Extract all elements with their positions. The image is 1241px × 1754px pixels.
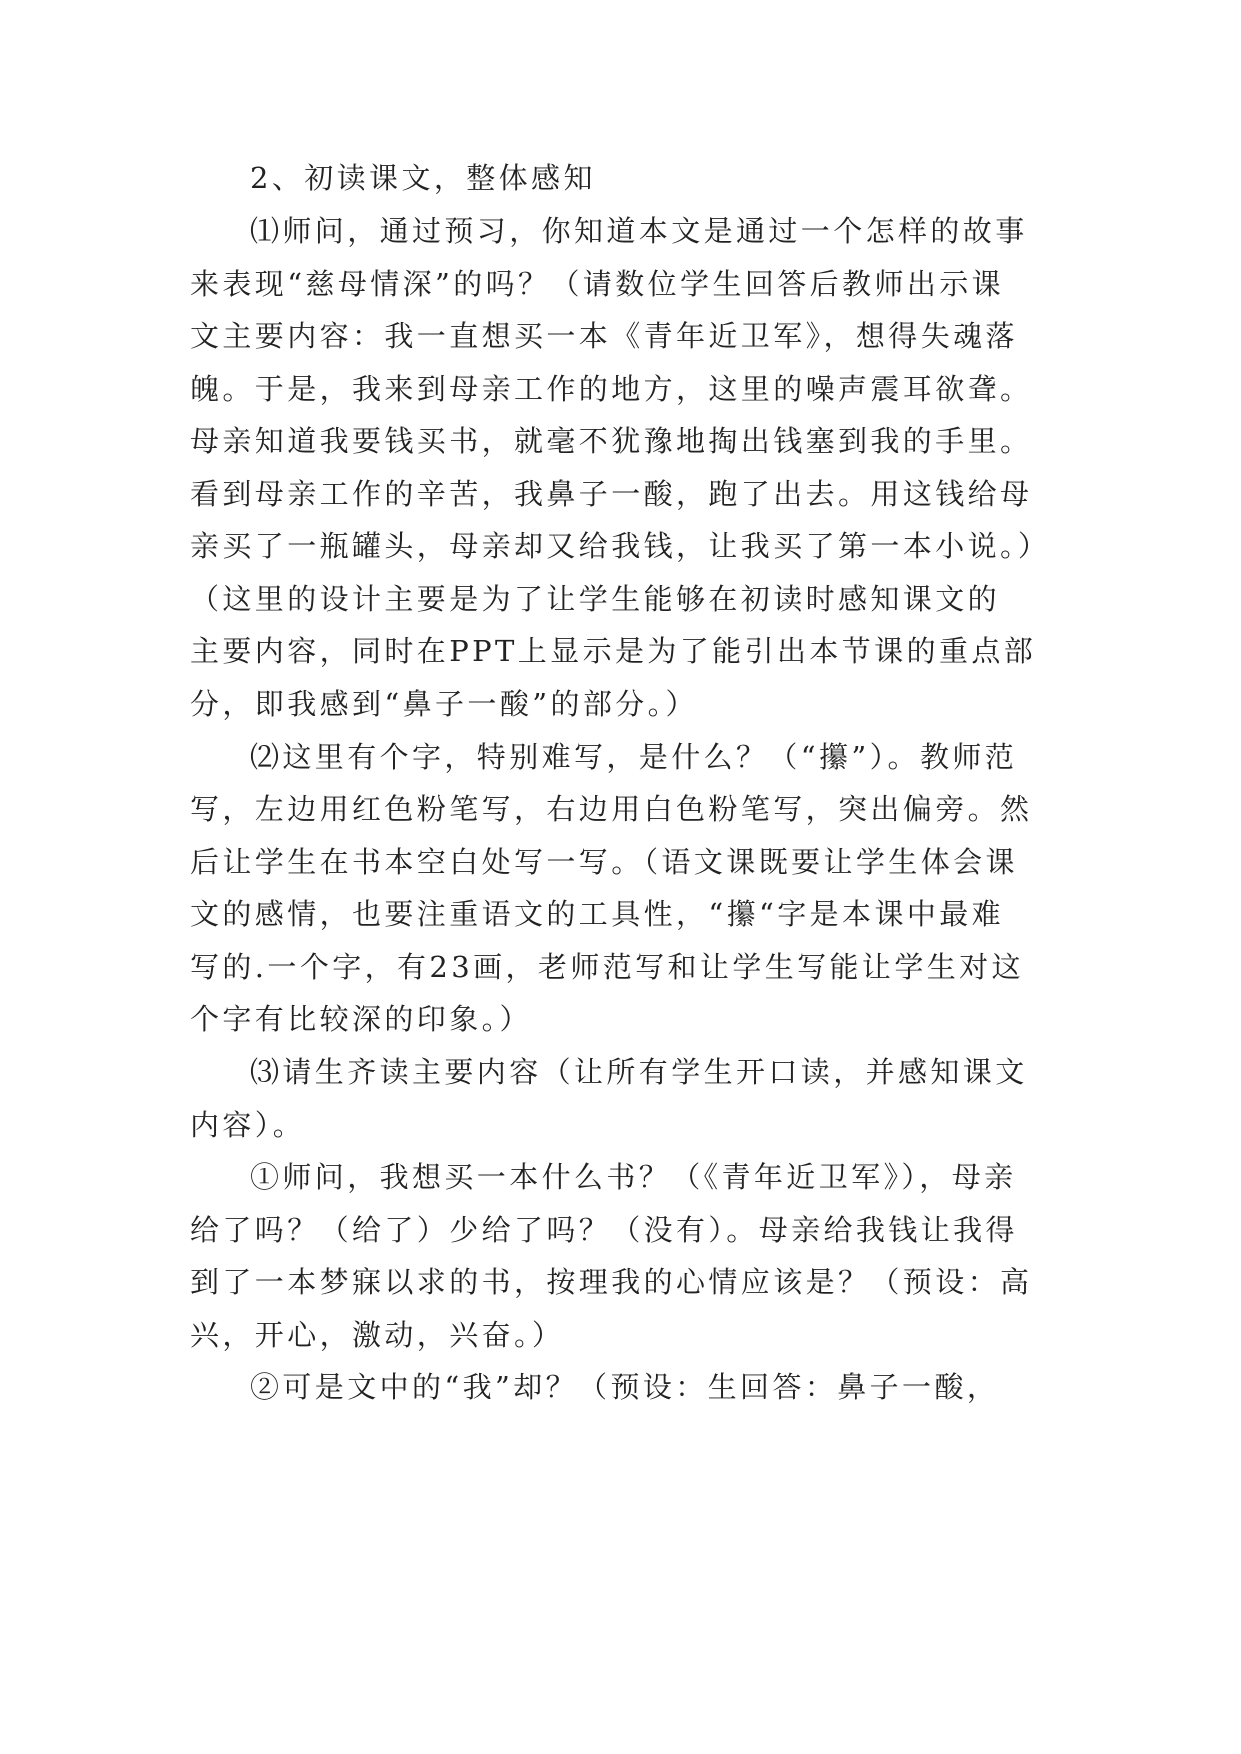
text-line: 看到母亲工作的辛苦，我鼻子一酸，跑了出去。用这钱给母 — [190, 477, 1033, 511]
text-line: 后让学生在书本空白处写一写。（语文课既要让学生体会课 — [190, 845, 1018, 879]
text-line: 文的感情，也要注重语文的工具性，“攥“字是本课中最难 — [190, 897, 1005, 931]
text-line: ⑶请生齐读主要内容（让所有学生开口读，并感知课文 — [250, 1055, 1028, 1089]
text-line: 亲买了一瓶罐头，母亲却又给我钱，让我买了第一本小说。） — [190, 529, 1051, 563]
text-line: 母亲知道我要钱买书，就毫不犹豫地掏出钱塞到我的手里。 — [190, 424, 1033, 458]
text-line: 给了吗？（给了）少给了吗？（没有）。母亲给我钱让我得 — [190, 1213, 1018, 1247]
text-line: ②可是文中的“我”却？（预设：生回答：鼻子一酸， — [250, 1370, 1000, 1404]
text-line: 分，即我感到“鼻子一酸”的部分。） — [190, 687, 698, 721]
text-line: ①师问，我想买一本什么书？（《青年近卫军》），母亲 — [250, 1160, 1017, 1194]
text-line: 内容）。 — [190, 1108, 306, 1142]
section-heading: 2、初读课文，整体感知 — [250, 161, 596, 195]
text-line: （这里的设计主要是为了让学生能够在初读时感知课文的 — [190, 582, 1001, 616]
text-line: 写，左边用红色粉笔写，右边用白色粉笔写，突出偏旁。然 — [190, 792, 1033, 826]
text-line: 主要内容，同时在PPT上显示是为了能引出本节课的重点部 — [190, 634, 1037, 668]
text-line: 文主要内容：我一直想买一本《青年近卫军》，想得失魂落 — [190, 319, 1018, 353]
text-line: 魄。于是，我来到母亲工作的地方，这里的噪声震耳欲聋。 — [190, 372, 1033, 406]
text-line: 到了一本梦寐以求的书，按理我的心情应该是？（预设：高 — [190, 1265, 1033, 1299]
text-line: ⑴师问，通过预习，你知道本文是通过一个怎样的故事 — [250, 214, 1028, 248]
text-line: 写的.一个字，有23画，老师范写和让学生写能让学生对这 — [190, 950, 1024, 984]
text-line: ⑵这里有个字，特别难写，是什么？（“攥”）。教师范 — [250, 740, 1018, 774]
text-line: 个字有比较深的印象。） — [190, 1002, 532, 1036]
text-line: 兴，开心，激动，兴奋。） — [190, 1318, 565, 1352]
text-line: 来表现“慈母情深”的吗？（请数位学生回答后教师出示课 — [190, 267, 1005, 301]
